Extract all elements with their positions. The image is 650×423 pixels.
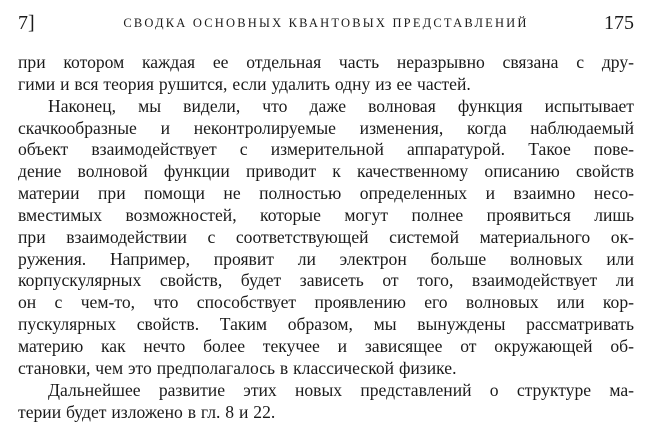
text-line: при взаимодействии с соответствующей системой материального ок- [18, 227, 634, 249]
text-line: материи при помощи не полностью определенных и взаимно несо- [18, 183, 634, 205]
running-title: СВОДКА ОСНОВНЫХ КВАНТОВЫХ ПРЕДСТАВЛЕНИЙ [18, 13, 634, 33]
text-line: дение волновой функции приводит к качественному описанию свойств [18, 161, 634, 183]
text-line: ружения. Например, проявит ли электрон больше волновых или [18, 249, 634, 271]
text-line: пускулярных свойств. Таким образом, мы вынуждены рассматривать [18, 314, 634, 336]
text-line: Дальнейшее развитие этих новых представлений о структуре ма- [18, 380, 634, 402]
text-line: Наконец, мы видели, что даже волновая функция испытывает [18, 96, 634, 118]
text-line: материю как нечто более текучее и зависящее от окружающей об- [18, 336, 634, 358]
text-line: терии будет изложено в гл. 8 и 22. [18, 402, 634, 423]
body-text [18, 52, 634, 423]
chapter-number: 7] [18, 10, 35, 36]
text-line: становки, чем это предполагалось в классической физике. [18, 358, 634, 380]
page-header [18, 10, 634, 36]
text-line: скачкообразные и неконтролируемые изменения, когда наблюдаемый [18, 118, 634, 140]
text-line: объект взаимодействует с измерительной аппаратурой. Такое пове- [18, 139, 634, 161]
text-line: при котором каждая ее отдельная часть неразрывно связана с дру- [18, 52, 634, 74]
text-line: корпускулярных свойств, будет зависеть от того, взаимодействует ли [18, 270, 634, 292]
text-line: он с чем-то, что способствует проявлению его волновых или кор- [18, 292, 634, 314]
page-number: 175 [604, 10, 634, 36]
text-line: вместимых возможностей, которые могут полнее проявиться лишь [18, 205, 634, 227]
text-line: гими и вся теория рушится, если удалить одну из ее частей. [18, 74, 634, 96]
